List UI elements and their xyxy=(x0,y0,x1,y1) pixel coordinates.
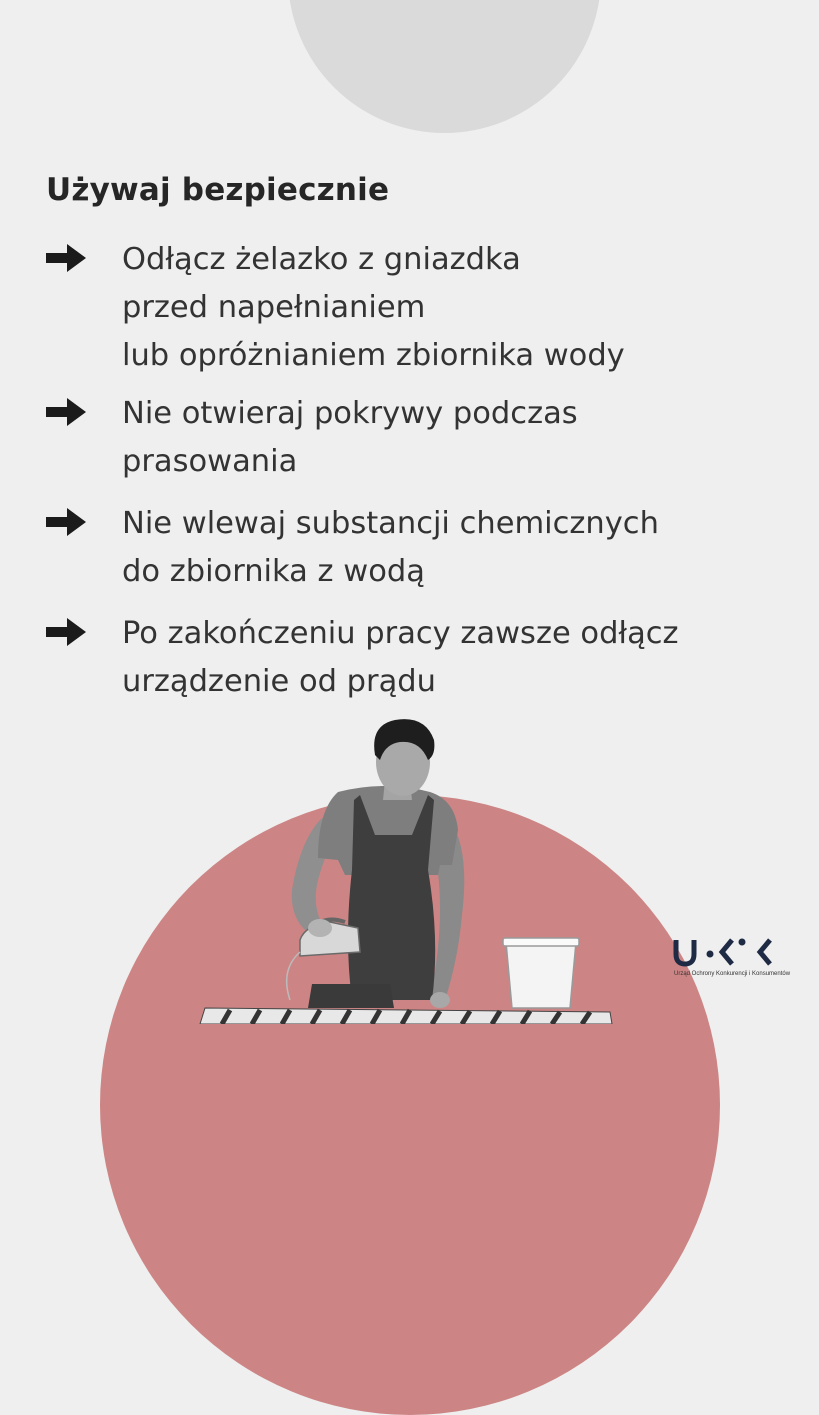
list-item-line: prasowania xyxy=(122,444,298,479)
list-item-line: Odłącz żelazko z gniazdka xyxy=(122,242,521,277)
list-item-line: Nie otwieraj pokrywy podczas xyxy=(122,396,578,431)
logo-caption: Urząd Ochrony Konkurencji i Konsumentów xyxy=(674,971,791,977)
list-item-text xyxy=(122,236,625,380)
arrow-right-icon xyxy=(46,616,88,648)
decorative-top-circle xyxy=(288,0,601,133)
section-heading: Używaj bezpiecznie xyxy=(46,172,390,208)
arrow-right-icon xyxy=(46,242,88,274)
list-item-text xyxy=(122,610,679,706)
list-item-line: do zbiornika z wodą xyxy=(122,554,425,589)
list-item-text xyxy=(122,500,659,596)
list-item-line: lub opróżnianiem zbiornika wody xyxy=(122,338,625,373)
list-item-line: Nie wlewaj substancji chemicznych xyxy=(122,506,659,541)
arrow-right-icon xyxy=(46,396,88,428)
arrow-right-icon xyxy=(46,506,88,538)
list-item-text xyxy=(122,390,578,486)
list-item-line: Po zakończeniu pracy zawsze odłącz xyxy=(122,616,679,651)
uokik-logo xyxy=(672,934,784,970)
ironing-board xyxy=(200,1008,612,1024)
list-item-line: urządzenie od prądu xyxy=(122,664,436,699)
bucket xyxy=(503,938,579,1008)
list-item-line: przed napełnianiem xyxy=(122,290,426,325)
